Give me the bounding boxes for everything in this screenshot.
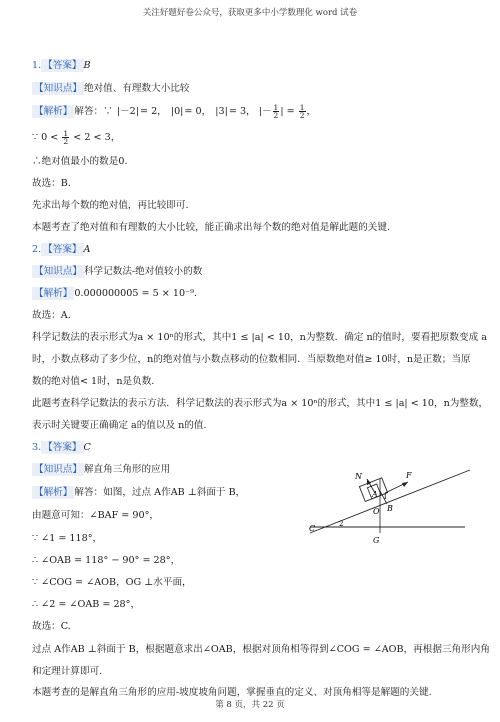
q1-abs-1: |－2| — [116, 106, 139, 117]
q1-knowledge-line — [32, 82, 190, 95]
analysis-tag: 【解析】 — [34, 288, 73, 299]
q2-line-2: 时，小数点移动了多少位，n的绝对值与小数点移动的位数相同．当原数绝对值≥ 10时，n是正数；当原 — [32, 354, 471, 365]
q1-eq-1: = 2， — [139, 106, 167, 117]
incline-line — [310, 470, 470, 533]
q2-line-5: 表示时关键要正确确定 a的值以及 n的值. — [32, 420, 207, 431]
analysis-tag: 【解析】 — [34, 487, 73, 498]
q3-summary: 本题考查的是解直角三角形的应用-坡度坡角问题，掌握垂直的定义、对顶角相等是解题的关键. — [32, 687, 432, 698]
knowledge-tag: 【知识点】 — [34, 266, 82, 277]
knowledge-tag: 【知识点】 — [34, 464, 82, 475]
q3-analysis-line — [32, 486, 245, 499]
frac-denominator: 2 — [299, 111, 305, 120]
q3-explain-1: 过点 A作AB ⊥斜面于 B，根据题意求出∠OAB，根据对顶角相等得到∠COG = ∠AOB，再根据三角形内角 — [32, 644, 490, 655]
label-c: C — [309, 524, 316, 533]
q1-abs-4-close: | — [280, 106, 284, 117]
q1-number: 1. — [32, 60, 42, 71]
q3-explain-2: 和定理计算即可. — [32, 666, 103, 677]
q1-conclusion: ∴绝对值最小的数是0. — [32, 156, 128, 167]
q1-eq-4: = — [286, 106, 295, 117]
q3-knowledge-line — [32, 463, 170, 476]
q1-choose: 故选：B. — [32, 178, 71, 189]
q2-line-1: 科学记数法的表示形式为a × 10ⁿ的形式，其中1 ≤ |a| < 10，n为整数．确定 n的值时，要看把原数变成 a — [32, 332, 487, 343]
q1-since-prefix: ∵ 0 < — [32, 132, 59, 143]
q3-answer-line — [32, 441, 91, 454]
q1-eq-3: = 3， — [228, 106, 256, 117]
q2-number: 2. — [32, 244, 42, 255]
frac-denominator: 2 — [63, 137, 69, 146]
q1-eq-2: = 0， — [184, 106, 212, 117]
label-n: N — [355, 472, 362, 481]
label-a: A — [372, 490, 378, 499]
page-footer: 第 8 页，共 22 页 — [215, 700, 285, 710]
q1-answer-line — [32, 59, 91, 72]
incline-diagram — [305, 459, 485, 549]
q1-abs-4-open: |－ — [258, 106, 272, 117]
q2-knowledge-line — [32, 265, 202, 278]
answer-tag: 【答案】 — [43, 244, 82, 255]
label-o: O — [373, 507, 380, 516]
q1-abs-3: |3| — [215, 106, 228, 117]
analysis-tag: 【解析】 — [34, 106, 73, 117]
q1-step: 先求出每个数的绝对值，再比较即可. — [32, 200, 189, 211]
frac-denominator: 2 — [273, 111, 279, 120]
fraction-half — [273, 104, 280, 119]
q2-analysis-line — [32, 287, 197, 300]
q3-line-4: ∵ ∠COG = ∠AOB，OG ⊥水平面， — [32, 577, 192, 588]
answer-tag: 【答案】 — [43, 442, 82, 453]
label-b: B — [387, 504, 393, 513]
fraction-half — [299, 104, 306, 119]
q1-answer: B — [83, 60, 91, 71]
q1-since-line — [32, 130, 120, 145]
q3-knowledge: 解直角三角形的应用 — [83, 464, 171, 475]
frac-numerator: 1 — [63, 129, 69, 138]
frac-numerator: 1 — [299, 103, 305, 112]
q3-answer: C — [83, 442, 91, 453]
page-header: 关注好题好卷公众号，获取更多中小学数理化 word 试卷 — [142, 8, 358, 18]
knowledge-tag: 【知识点】 — [34, 83, 82, 94]
q1-analysis-prefix: 解答：∵ — [74, 106, 113, 117]
q3-line-2: ∵ ∠1 = 118°， — [32, 533, 103, 544]
fraction-half — [62, 130, 69, 145]
q3-line-1: 由题意可知：∠BAF = 90°， — [32, 510, 159, 521]
answer-tag: 【答案】 — [43, 60, 82, 71]
q1-knowledge: 绝对值、有理数大小比较 — [83, 83, 190, 94]
q3-analysis: 解答：如图，过点 A作AB ⊥斜面于 B， — [74, 487, 246, 498]
q1-eq-4-end: ， — [306, 106, 317, 117]
q2-answer-line — [32, 243, 90, 256]
q2-knowledge: 科学记数法-绝对值较小的数 — [83, 266, 203, 277]
q3-line-3: ∴ ∠OAB = 118° − 90° = 28°， — [32, 555, 181, 566]
q3-line-5: ∴ ∠2 = ∠OAB = 28°， — [32, 599, 141, 610]
q2-line-4: 此题考查科学记数法的表示方法．科学记数法的表示形式为a × 10ⁿ的形式，其中1 ≤ |a| < 10，n为整数， — [32, 398, 489, 409]
label-1: 1 — [383, 493, 388, 501]
q1-summary: 本题考查了绝对值和有理数的大小比较，能正确求出每个数的绝对值是解此题的关键. — [32, 222, 391, 233]
label-f: F — [406, 471, 412, 480]
q2-answer: A — [83, 244, 91, 255]
frac-numerator: 1 — [273, 103, 279, 112]
q2-line-3: 数的绝对值< 1时，n是负数. — [32, 376, 155, 387]
q1-abs-2: |0| — [170, 106, 184, 117]
q2-choose: 故选：A. — [32, 310, 71, 321]
q3-number: 3. — [32, 442, 42, 453]
q2-analysis: 0.000000005 = 5 × 10⁻⁹. — [74, 288, 198, 299]
label-2: 2 — [339, 520, 344, 528]
label-g: G — [373, 536, 380, 545]
q1-analysis-line — [32, 104, 316, 119]
arrow-head-icon — [402, 482, 408, 487]
q1-since-suffix: < 2 < 3， — [73, 132, 121, 143]
q3-choose: 故选：C. — [32, 621, 71, 632]
